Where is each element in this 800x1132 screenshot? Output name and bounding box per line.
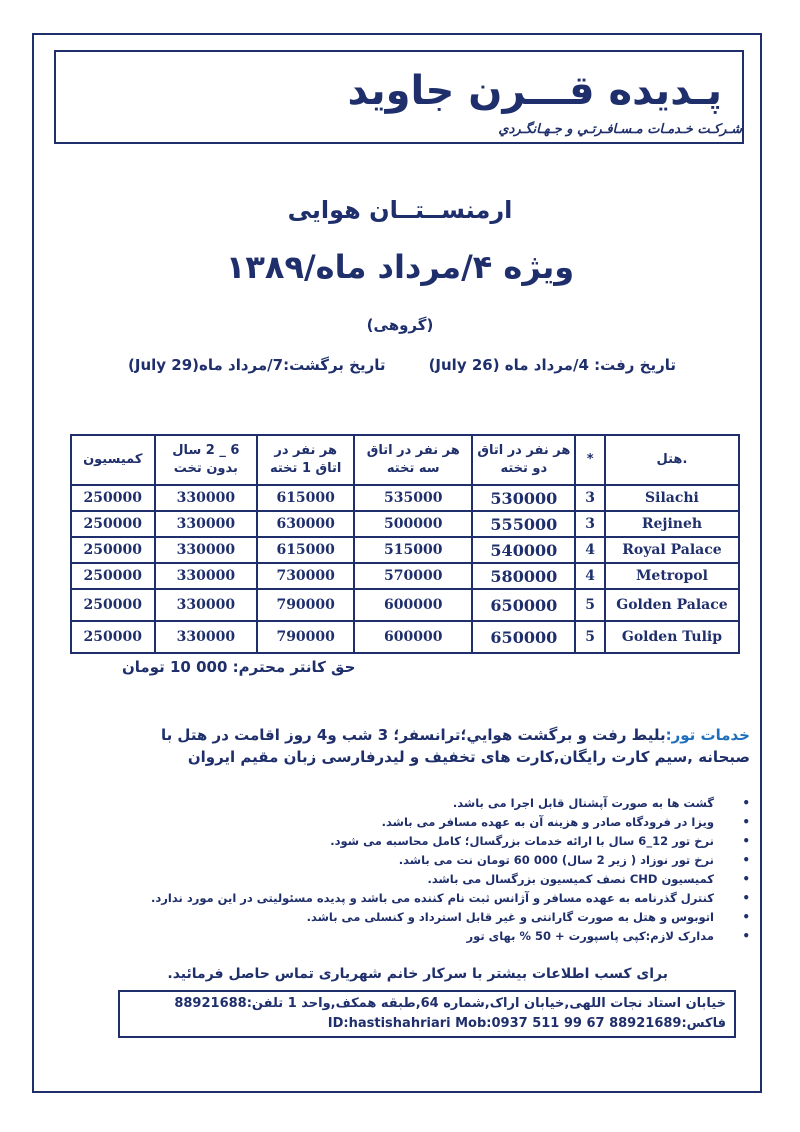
counter-fee: حق كانتر محترم: 000 10 تومان	[122, 658, 356, 676]
cell-single: 730000	[257, 563, 354, 589]
cell-double: 580000	[472, 563, 575, 589]
cell-single: 790000	[257, 589, 354, 621]
services-text-1: بليط رفت و برگشت هوايي؛ترانسفر؛ 3 شب و4 روز اقامت در هتل با	[160, 726, 666, 744]
header-hotel: .هتل	[605, 435, 739, 485]
cell-hotel: Silachi	[605, 485, 739, 511]
cell-hotel: Rejineh	[605, 511, 739, 537]
tour-special-date-title: ويژه ۴/مرداد ماه/۱۳۸۹	[225, 248, 575, 286]
cell-single: 615000	[257, 537, 354, 563]
cell-star: 4	[575, 563, 605, 589]
cell-star: 5	[575, 621, 605, 653]
bullet-icon: •	[742, 834, 750, 848]
cell-double: 540000	[472, 537, 575, 563]
table-row	[71, 589, 739, 621]
cell-child: 330000	[155, 511, 258, 537]
bullet-icon: •	[742, 815, 750, 829]
services-label: خدمات تور:	[665, 726, 750, 744]
note-text: گشت ها به صورت آپشنال قابل اجرا مى باشد.	[452, 796, 714, 810]
cell-star: 3	[575, 485, 605, 511]
header-box	[54, 50, 744, 144]
cell-double: 555000	[472, 511, 575, 537]
cell-hotel: Royal Palace	[605, 537, 739, 563]
cell-single: 630000	[257, 511, 354, 537]
cell-triple: 600000	[354, 621, 472, 653]
list-item	[140, 889, 750, 908]
cell-star: 3	[575, 511, 605, 537]
list-item	[140, 870, 750, 889]
company-brand: پـديده قـــرن جاويد	[347, 68, 722, 114]
company-slogan: شـركـت خـدمـات مـسـافـرتـي و جـهـانگـردي	[498, 122, 742, 137]
tour-services	[120, 724, 750, 768]
table-row	[71, 563, 739, 589]
header-single: هر نفر در اتاق 1 تخته	[257, 435, 354, 485]
list-item	[140, 794, 750, 813]
header-triple: هر نفر در اتاق سه تخته	[354, 435, 472, 485]
cell-star: 5	[575, 589, 605, 621]
bullet-icon: •	[742, 872, 750, 886]
header-commission: کميسيون	[71, 435, 155, 485]
departure-date: تاريخ رفت: 4/مرداد ماه (26 July)	[428, 356, 676, 374]
note-text: کميسيون CHD نصف کميسيون بزرگسال مى باشد.	[427, 872, 714, 886]
note-text: مدارک لازم:کپى پاسپورت + 50 % بهاى تور	[466, 929, 714, 943]
cell-triple: 535000	[354, 485, 472, 511]
list-item	[140, 832, 750, 851]
bullet-icon: •	[742, 929, 750, 943]
list-item	[140, 927, 750, 946]
header-double: هر نفر در اتاق دو تخته	[472, 435, 575, 485]
cell-commission: 250000	[71, 537, 155, 563]
cell-triple: 515000	[354, 537, 472, 563]
table-row	[71, 511, 739, 537]
bullet-icon: •	[742, 910, 750, 924]
cell-triple: 500000	[354, 511, 472, 537]
cell-child: 330000	[155, 537, 258, 563]
list-item	[140, 813, 750, 832]
services-line-2: صبحانه ,سيم کارت رايگان,کارت های تخفيف و ليدرفارسی زبان مقيم ايروان	[187, 748, 750, 766]
bullet-icon: •	[742, 853, 750, 867]
hotel-price-table	[70, 434, 740, 654]
table-header-row	[71, 435, 739, 485]
cell-child: 330000	[155, 621, 258, 653]
cell-hotel: Golden Palace	[605, 589, 739, 621]
note-text: کنترل گذرنامه به عهده مسافر و آژانس ثبت نام کننده مى باشد و پديده مسئوليتى در اين مورد ندارد.	[151, 891, 714, 905]
note-text: نرخ تور نوزاد ( زير 2 سال) 000 60 تومان نت مى باشد.	[398, 853, 714, 867]
cell-commission: 250000	[71, 589, 155, 621]
cell-hotel: Golden Tulip	[605, 621, 739, 653]
bullet-icon: •	[742, 891, 750, 905]
table-row	[71, 621, 739, 653]
cell-hotel: Metropol	[605, 563, 739, 589]
cell-double: 530000	[472, 485, 575, 511]
address-line: خيابان استاد نجات اللهى,خيابان اراک,شماره 64,طبقه همکف,واحد 1 تلفن:88921688	[174, 996, 726, 1011]
bullet-icon: •	[742, 796, 750, 810]
cell-child: 330000	[155, 563, 258, 589]
cell-triple: 600000	[354, 589, 472, 621]
cell-single: 790000	[257, 621, 354, 653]
header-child: 6 _ 2 سال بدون تخت	[155, 435, 258, 485]
tour-group-label: (گروهى)	[366, 316, 434, 334]
cell-star: 4	[575, 537, 605, 563]
cell-single: 615000	[257, 485, 354, 511]
note-text: نرخ تور 12_6 سال با ارائه خدمات بزرگسال؛ کامل محاسبه مى شود.	[330, 834, 714, 848]
table-row	[71, 485, 739, 511]
table-row	[71, 537, 739, 563]
tour-destination-title: ارمنســتــان هوايى	[287, 196, 513, 224]
contact-note: براى کسب اطلاعات بيشتر با سرکار خانم شهريارى تماس حاصل فرمائيد.	[167, 966, 668, 982]
cell-child: 330000	[155, 485, 258, 511]
header-star: *	[575, 435, 605, 485]
return-date: تاريخ برگشت:7/مرداد ماه(29 July)	[128, 356, 386, 374]
cell-commission: 250000	[71, 511, 155, 537]
list-item	[140, 908, 750, 927]
services-line-1	[120, 724, 750, 746]
note-text: ويزا در فرودگاه صادر و هزينه آن به عهده مسافر مى باشد.	[381, 815, 714, 829]
note-text: اتوبوس و هتل به صورت گارانتى و غير قابل استرداد و کنسلى مى باشد.	[306, 910, 714, 924]
list-item	[140, 851, 750, 870]
cell-commission: 250000	[71, 485, 155, 511]
fax-id-mobile-line: فاکس:88921689 ID:hastishahriari Mob:0937 511 99 67	[327, 1016, 726, 1031]
cell-commission: 250000	[71, 563, 155, 589]
cell-double: 650000	[472, 621, 575, 653]
notes-list	[140, 794, 750, 946]
cell-triple: 570000	[354, 563, 472, 589]
cell-double: 650000	[472, 589, 575, 621]
cell-commission: 250000	[71, 621, 155, 653]
address-box	[118, 990, 736, 1038]
cell-child: 330000	[155, 589, 258, 621]
